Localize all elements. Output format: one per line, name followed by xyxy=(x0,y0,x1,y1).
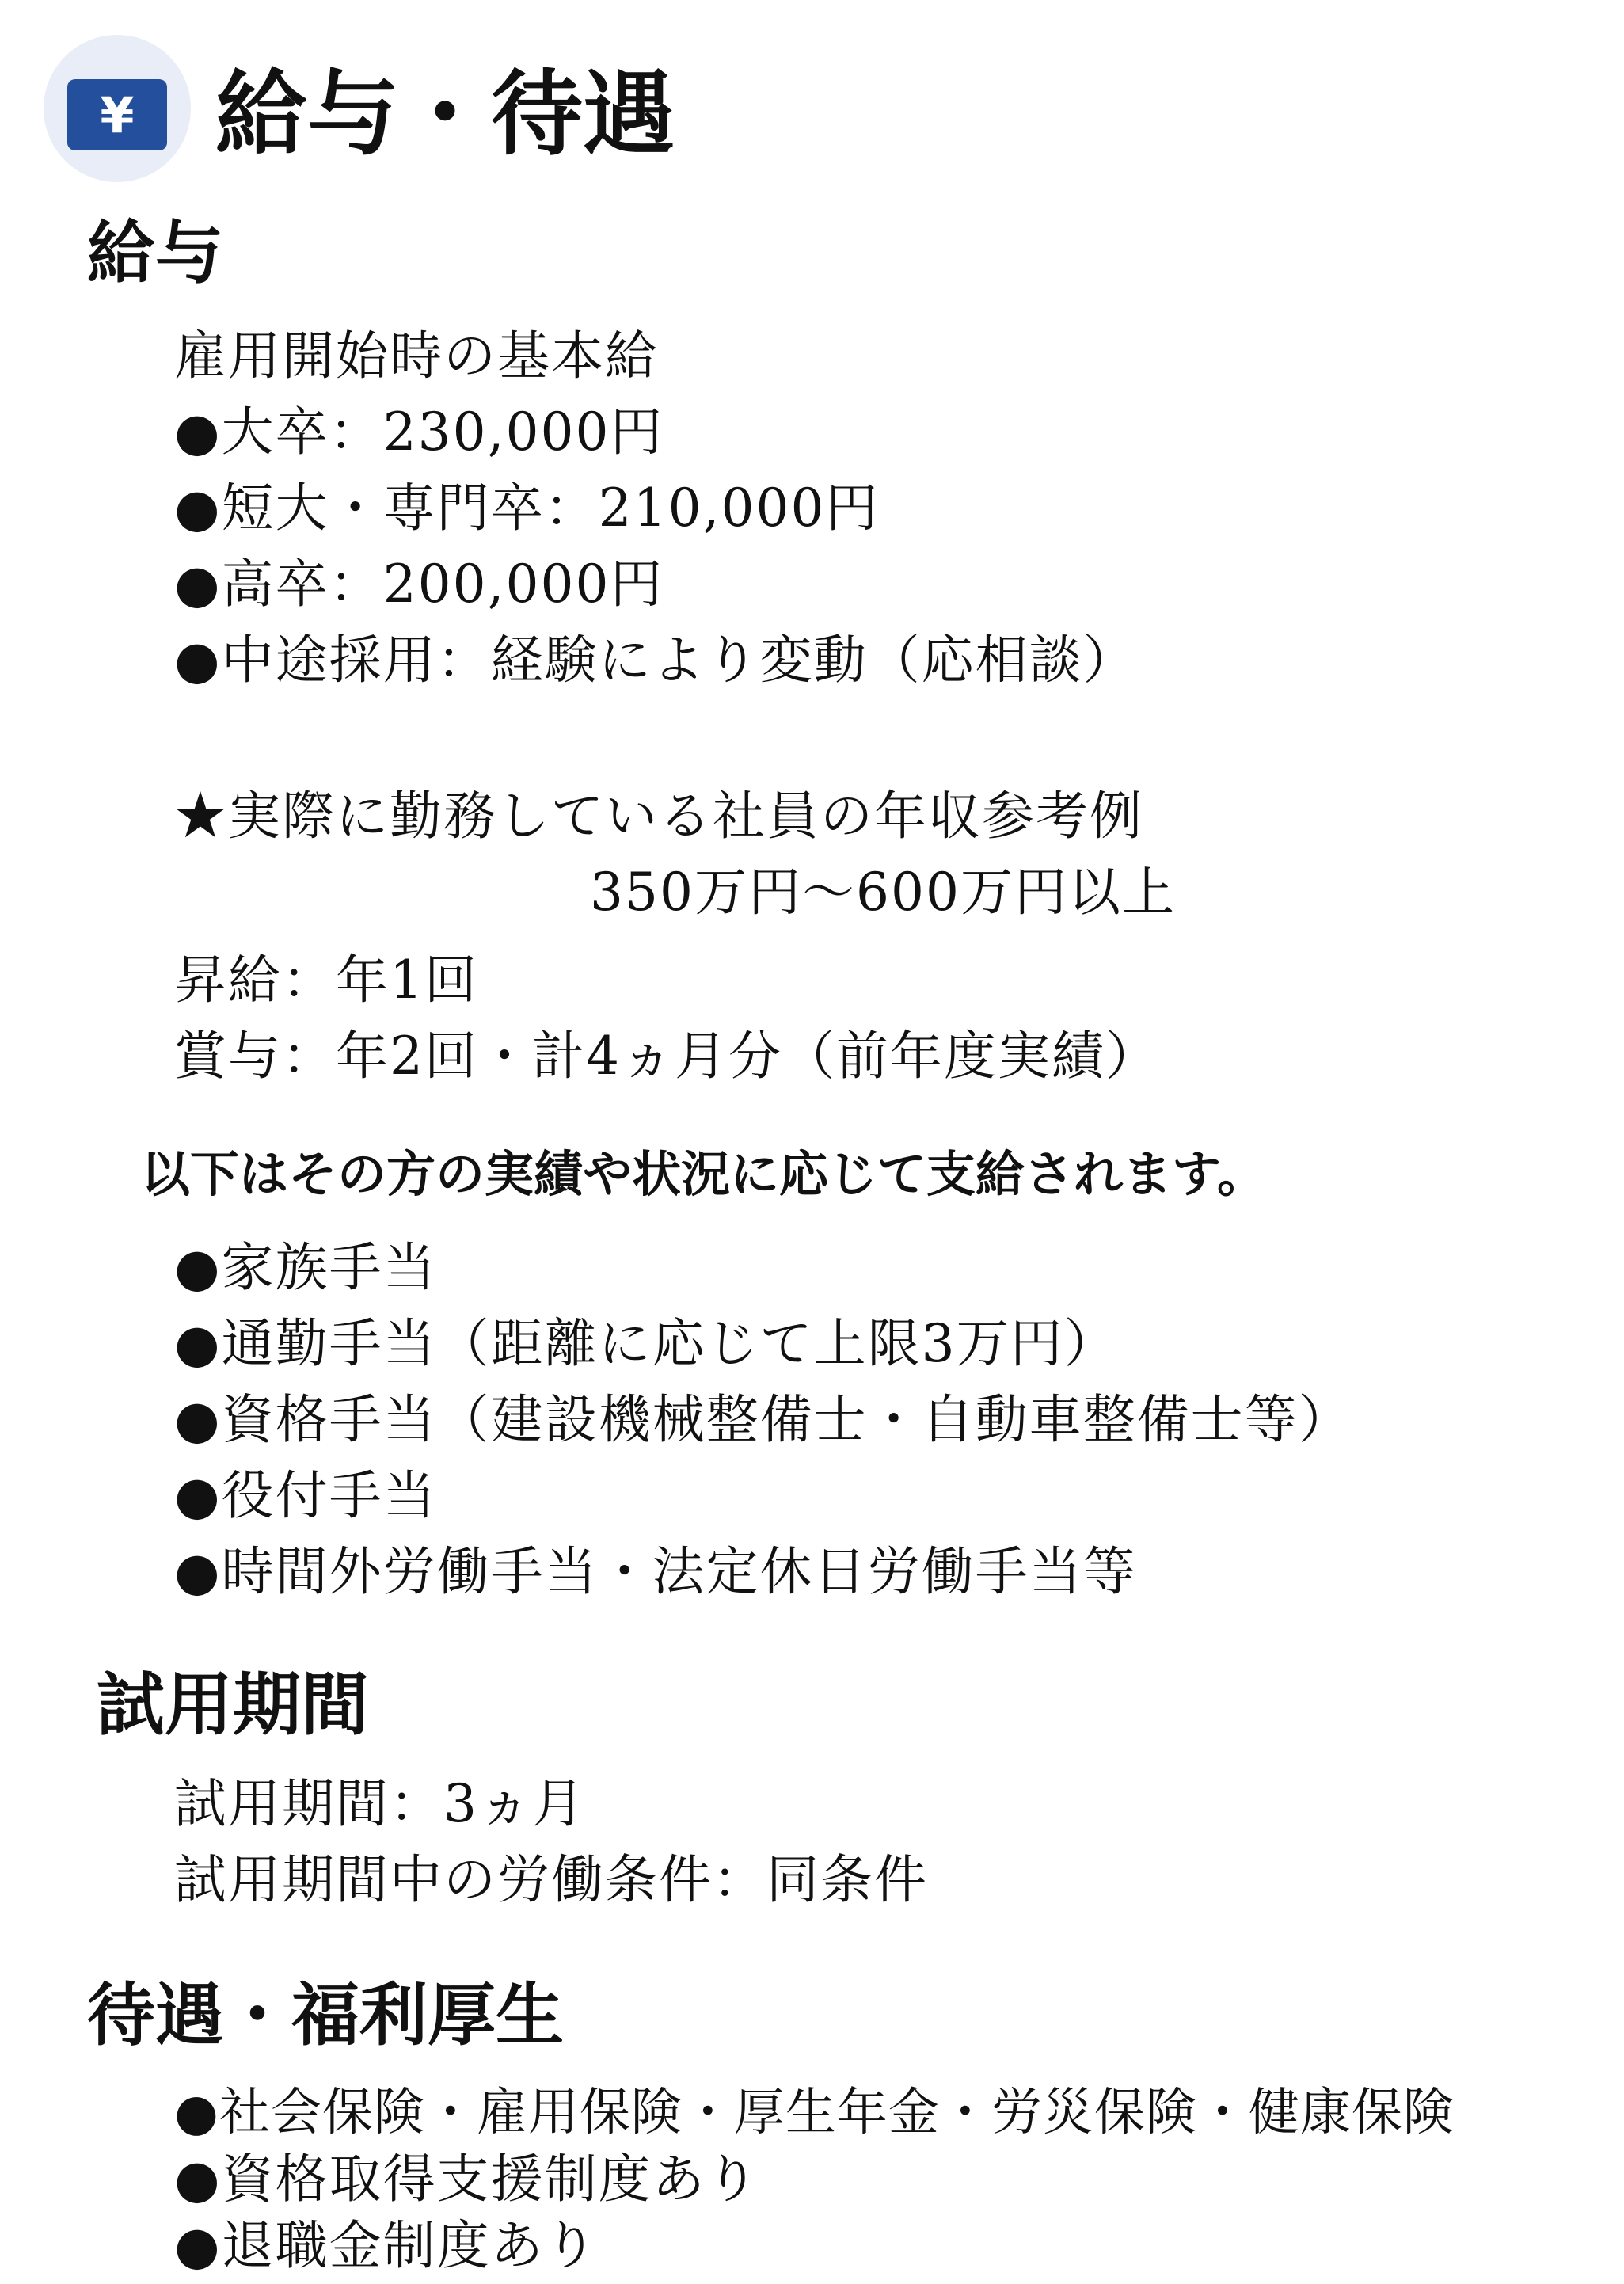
yen-icon: ¥ xyxy=(67,79,167,150)
allowance-item: ●時間外労働手当・法定休日労働手当等 xyxy=(174,1541,1137,1602)
trial-line: 試用期間中の労働条件：同条件 xyxy=(174,1849,928,1910)
salary-item: ●高卒：200,000円 xyxy=(174,554,664,615)
benefit-item: ●退職金制度あり xyxy=(174,2215,599,2276)
allowance-item: ●通勤手当（距離に応じて上限3万円） xyxy=(174,1313,1118,1374)
allowance-item: ●家族手当 xyxy=(174,1237,437,1298)
trial-line: 試用期間：3ヵ月 xyxy=(174,1773,586,1834)
section-heading-salary: 給与 xyxy=(87,214,223,293)
salary-item: ●大卒：230,000円 xyxy=(174,402,664,463)
section-heading-trial: 試用期間 xyxy=(97,1665,369,1745)
base-salary-label: 雇用開始時の基本給 xyxy=(174,325,659,386)
salary-item: ●中途採用：経験により変動（応相談） xyxy=(174,630,1137,691)
allowance-item: ●役付手当 xyxy=(174,1465,437,1526)
section-heading-benefits: 待遇・福利厚生 xyxy=(87,1976,564,2055)
raise-info: 昇給：年1回 xyxy=(174,950,478,1011)
annual-income-example-label: ★実際に勤務している社員の年収参考例 xyxy=(174,786,1143,847)
allowance-item: ●資格手当（建設機械整備士・自動車整備士等） xyxy=(174,1389,1352,1450)
annual-income-example-value: 350万円～600万円以上 xyxy=(590,862,1176,923)
benefit-item: ●社会保険・雇用保険・厚生年金・労災保険・健康保険 xyxy=(174,2084,1455,2142)
allowances-lead: 以下はその方の実績や状況に応じて支給されます。 xyxy=(141,1145,1267,1203)
bonus-info: 賞与：年2回・計4ヵ月分（前年度実績） xyxy=(174,1026,1159,1087)
page-title: 給与・待遇 xyxy=(215,61,675,168)
salary-item: ●短大・専門卒：210,000円 xyxy=(174,478,880,539)
benefit-item: ●資格取得支援制度あり xyxy=(174,2149,760,2210)
